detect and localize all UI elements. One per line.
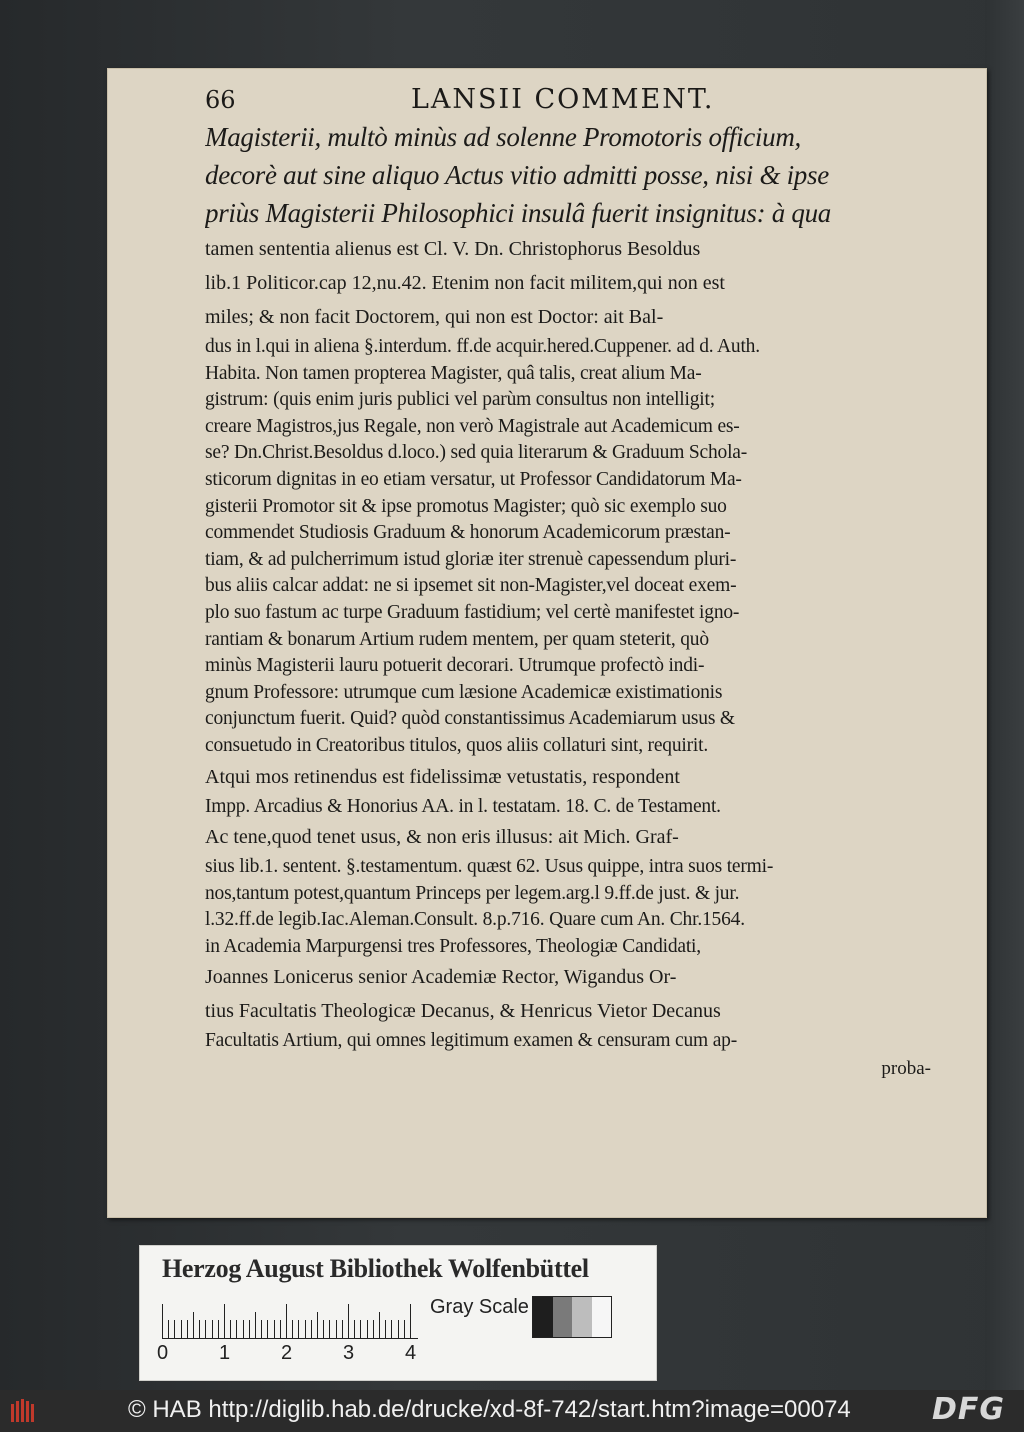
page-header [205,82,951,118]
text-line: sius lib.1. sentent. §.testamentum. quæst 62. Usus quippe, intra suos termi- [205,856,774,878]
text-line: lib.1 Politicor.cap 12,nu.42. Etenim non facit militem,qui non est [205,272,725,294]
text-line: Joannes Lonicerus senior Academiæ Rector, Wigandus Or- [205,966,677,989]
text-line: minùs Magisterii lauru potuerit decorari. Utrumque profectò indi- [205,655,705,677]
ruler-tick [236,1320,237,1338]
book-page [107,68,987,1218]
text-line: consuetudo in Creatoribus titulos, quos aliis collaturi sint, requirit. [205,734,709,756]
text-line: sticorum dignitas in eo etiam versatur, ut Professor Candidatorum Ma- [205,468,742,490]
text-line: Atqui mos retinendus est fidelissimæ vetustatis, respondent [205,765,680,788]
ruler-tick [218,1320,219,1338]
text-line: conjunctum fuerit. Quid? quòd constantissimus Academiarum usus & [205,708,735,730]
ruler-tick [329,1320,330,1338]
ruler-tick [187,1320,188,1338]
page-number: 66 [205,86,236,114]
text-line: commendet Studiosis Graduum & honorum Academicorum præstan- [205,522,731,544]
ruler-tick [391,1320,392,1338]
text-line: rantiam & bonarum Artium rudem mentem, per quam steterit, quò [205,628,709,650]
text-line: tius Facultatis Theologicæ Decanus, & Henricus Vietor Decanus [205,1000,721,1023]
gray-scale-swatch [532,1296,612,1338]
ruler-tick [193,1312,194,1338]
text-line: in Academia Marpurgensi tres Professores, Theologiæ Candidati, [205,935,701,957]
ruler-tick [342,1320,343,1338]
ruler-tick [298,1320,299,1338]
text-line: decorè aut sine aliquo Actus vitio admitti posse, nisi & ipse [205,160,829,190]
ruler-tick [286,1304,287,1338]
text-line: creare Magistros,jus Regale, non verò Magistrale aut Academicum es- [205,415,740,437]
library-name: Herzog August Bibliothek Wolfenbüttel [162,1254,589,1283]
page-text-block [205,82,951,1083]
ruler-tick [243,1320,244,1338]
text-line: nos,tantum potest,quantum Princeps per legem.arg.l 9.ff.de just. & jur. [205,882,740,904]
ruler-tick [317,1312,318,1338]
ruler-tick [212,1320,213,1338]
ruler-tick [199,1320,200,1338]
ruler-tick [280,1320,281,1338]
dfg-logo: DFG [932,1392,1006,1427]
ruler-tick [385,1320,386,1338]
gray-patch [572,1297,592,1337]
ruler-numbers [157,1342,437,1368]
ruler-number: 4 [405,1342,417,1364]
text-line: plo suo fastum ac turpe Graduum fastidium; vel certè manifestet igno- [205,601,740,623]
text-line: miles; & non facit Doctorem, qui non est Doctor: ait Bal- [205,306,664,328]
ruler-number: 0 [157,1342,169,1364]
text-line: gistrum: (quis enim juris publici vel parùm consultus non intelligit; [205,389,715,411]
text-line: Magisterii, multò minùs ad solenne Promotoris officium, [205,122,801,152]
text-line: dus in l.qui in aliena §.interdum. ff.de acquir.hered.Cuppener. ad d. Auth. [205,336,760,357]
ruler-tick [373,1320,374,1338]
ruler-tick [230,1320,231,1338]
text-line: priùs Magisterii Philosophici insulâ fuerit insignitus: à qua [205,198,831,228]
ruler-tick [174,1320,175,1338]
ruler-tick [354,1320,355,1338]
gray-scale-label: Gray Scale [430,1296,529,1318]
ruler-tick [348,1304,349,1338]
ruler-tick [249,1320,250,1338]
ruler-tick [410,1304,411,1338]
ruler-tick [336,1320,337,1338]
page-body [205,118,951,1083]
text-line: Facultatis Artium, qui omnes legitimum examen & censuram cum ap- [205,1030,738,1052]
ruler-tick [398,1320,399,1338]
ruler-tick [261,1320,262,1338]
ruler-number: 2 [281,1342,293,1364]
color-reference-card [139,1245,657,1381]
ruler-tick [168,1320,169,1338]
text-line: tamen sententia alienus est Cl. V. Dn. Christophorus Besoldus [205,238,701,260]
ruler-number: 1 [219,1342,231,1364]
text-line: bus aliis calcar addat: ne si ipsemet sit non-Magister,vel doceat exem- [205,575,737,597]
ruler-tick [379,1312,380,1338]
ruler-tick [274,1320,275,1338]
ruler-tick [360,1320,361,1338]
text-line: se? Dn.Christ.Besoldus d.loco.) sed quia literarum & Graduum Schola- [205,442,748,464]
ruler-tick [367,1320,368,1338]
text-line: Ac tene,quod tenet usus, & non eris illusus: ait Mich. Graf- [205,826,679,849]
text-line: gnum Professore: utrumque cum læsione Academicæ existimationis [205,681,723,703]
text-line: tiam, & ad pulcherrimum istud gloriæ iter strenuè capessendum pluri- [205,548,737,570]
ruler-tick [224,1304,225,1338]
ruler-number: 3 [343,1342,355,1364]
ruler-tick [292,1320,293,1338]
book-edge [985,0,1024,1390]
ruler-tick [205,1320,206,1338]
text-line: l.32.ff.de legib.Iac.Aleman.Consult. 8.p.716. Quare cum An. Chr.1564. [205,909,745,931]
viewer-footer [0,1390,1024,1432]
text-line: proba- [881,1058,931,1080]
gray-patch [533,1297,553,1337]
text-line: Habita. Non tamen propterea Magister, quâ talis, creat alium Ma- [205,362,702,384]
ruler-tick [255,1312,256,1338]
ruler-tick [181,1320,182,1338]
ruler-tick [162,1304,163,1338]
ruler-tick [404,1320,405,1338]
gray-patch [592,1297,612,1337]
gray-patch [553,1297,573,1337]
measurement-ruler [162,1302,418,1339]
copyright-url[interactable]: © HAB http://diglib.hab.de/drucke/xd-8f-742/start.htm?image=00074 [128,1396,851,1423]
ruler-tick [311,1320,312,1338]
ruler-tick [267,1320,268,1338]
hab-logo-icon [10,1398,38,1424]
text-line: gisterii Promotor sit & ipse promotus Magister; quò sic exemplo suo [205,495,727,517]
running-head: LANSII COMMENT. [411,84,715,115]
ruler-tick [323,1320,324,1338]
ruler-tick [305,1320,306,1338]
text-line: Impp. Arcadius & Honorius AA. in l. testatam. 18. C. de Testament. [205,795,721,817]
